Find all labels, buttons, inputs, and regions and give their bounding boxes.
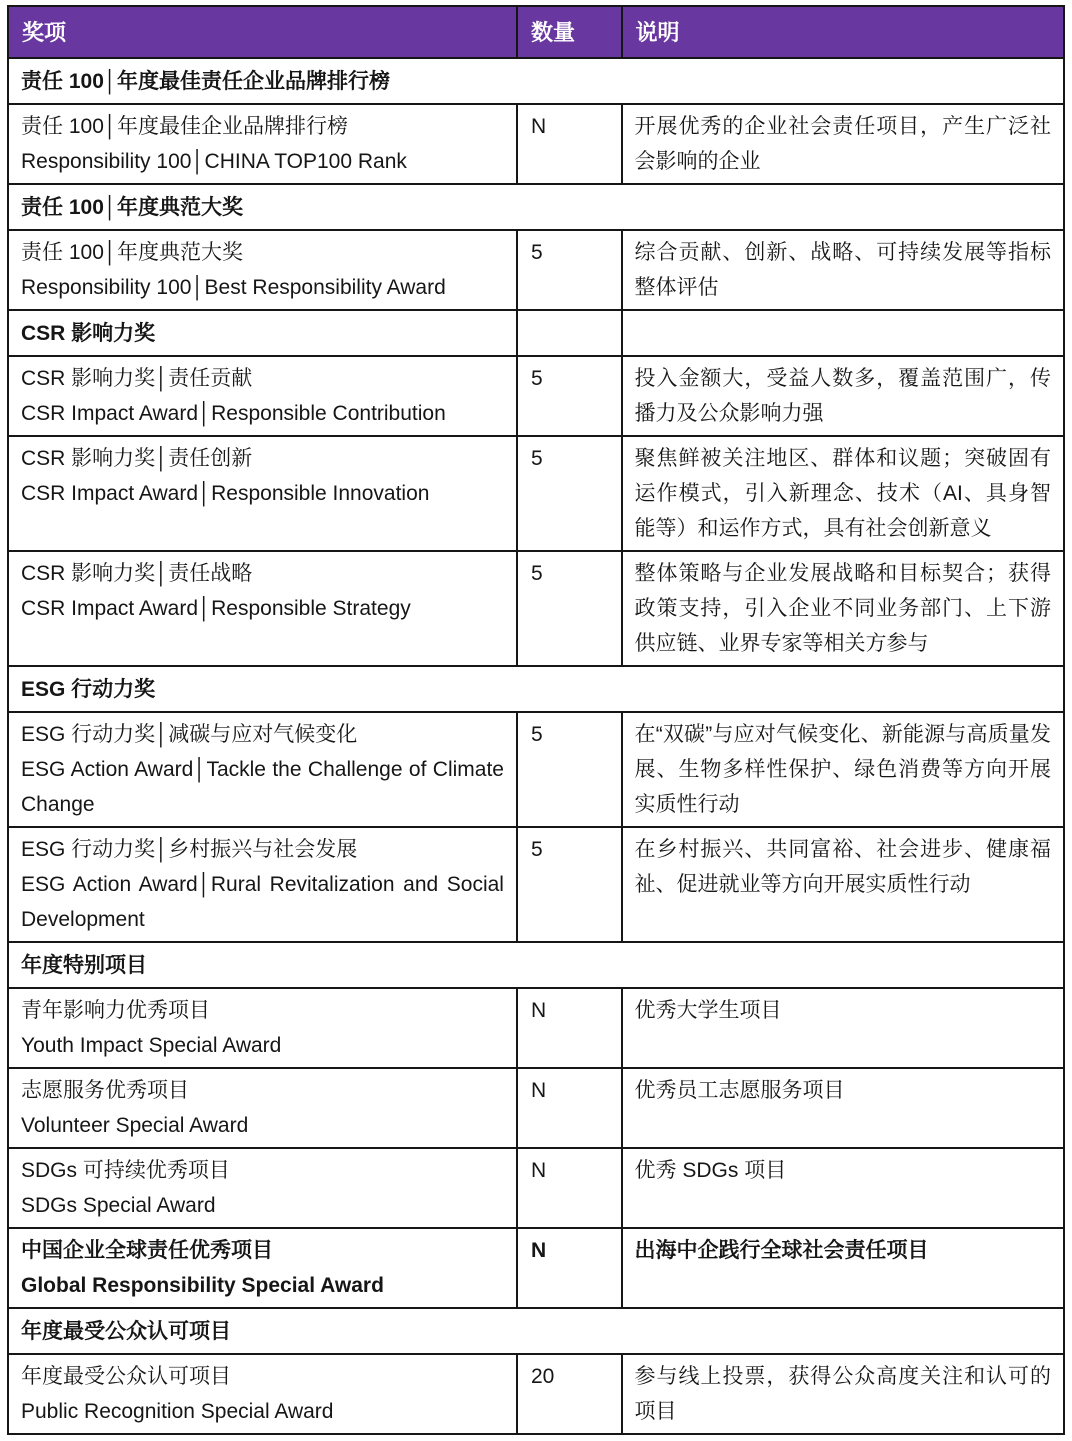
award-name-en: Public Recognition Special Award <box>21 1400 334 1423</box>
award-name-en: Global Responsibility Special Award <box>21 1274 384 1297</box>
award-row <box>8 356 1064 436</box>
award-description-cell: 优秀 SDGs 项目 <box>622 1148 1064 1228</box>
award-row <box>8 1228 1064 1308</box>
award-row <box>8 104 1064 184</box>
section-row <box>8 310 1064 356</box>
section-row <box>8 184 1064 230</box>
column-header-description: 说明 <box>622 6 1064 58</box>
award-name-zh: 中国企业全球责任优秀项目 <box>21 1239 273 1262</box>
award-quantity-cell: N <box>517 988 622 1068</box>
award-row <box>8 712 1064 827</box>
section-row <box>8 58 1064 104</box>
award-name-zh: ESG 行动力奖│乡村振兴与社会发展 <box>21 838 358 861</box>
section-title-cell: 责任 100│年度最佳责任企业品牌排行榜 <box>8 58 1064 104</box>
award-name-cell <box>8 1148 517 1228</box>
award-name-zh: SDGs 可持续优秀项目 <box>21 1159 230 1182</box>
award-name-en: CSR Impact Award│Responsible Innovation <box>21 482 430 505</box>
award-name-en: ESG Action Award│Tackle the Challenge of Climate Change <box>21 758 504 816</box>
award-row <box>8 551 1064 666</box>
award-name-zh: 青年影响力优秀项目 <box>21 999 210 1022</box>
award-row <box>8 1068 1064 1148</box>
header-row <box>8 6 1064 58</box>
column-header-award: 奖项 <box>8 6 517 58</box>
award-description-cell: 出海中企践行全球社会责任项目 <box>622 1228 1064 1308</box>
section-title-cell: ESG 行动力奖 <box>8 666 1064 712</box>
award-description-cell: 综合贡献、创新、战略、可持续发展等指标整体评估 <box>622 230 1064 310</box>
award-name-cell <box>8 1228 517 1308</box>
section-title-cell: CSR 影响力奖 <box>8 310 517 356</box>
section-row <box>8 666 1064 712</box>
empty-quantity-cell <box>517 310 622 356</box>
award-name-cell <box>8 436 517 551</box>
award-name-cell <box>8 712 517 827</box>
award-row <box>8 827 1064 942</box>
award-name-zh: 志愿服务优秀项目 <box>21 1079 189 1102</box>
award-description-cell: 整体策略与企业发展战略和目标契合；获得政策支持，引入企业不同业务部门、上下游供应链、业界专家等相关方参与 <box>622 551 1064 666</box>
award-quantity-cell: 5 <box>517 827 622 942</box>
award-row <box>8 988 1064 1068</box>
award-row <box>8 436 1064 551</box>
award-description-cell: 在乡村振兴、共同富裕、社会进步、健康福祉、促进就业等方向开展实质性行动 <box>622 827 1064 942</box>
award-name-cell <box>8 104 517 184</box>
award-quantity-cell: N <box>517 1068 622 1148</box>
award-quantity-cell: 5 <box>517 712 622 827</box>
award-description-cell: 优秀大学生项目 <box>622 988 1064 1068</box>
awards-table-header <box>8 6 1064 58</box>
award-name-zh: CSR 影响力奖│责任战略 <box>21 562 253 585</box>
award-quantity-cell: 5 <box>517 551 622 666</box>
award-name-en: Volunteer Special Award <box>21 1114 249 1137</box>
section-title-cell: 年度特别项目 <box>8 942 1064 988</box>
award-row <box>8 1354 1064 1434</box>
award-quantity-cell: 5 <box>517 436 622 551</box>
award-description-cell: 优秀员工志愿服务项目 <box>622 1068 1064 1148</box>
award-name-zh: CSR 影响力奖│责任创新 <box>21 447 253 470</box>
section-title-cell: 年度最受公众认可项目 <box>8 1308 1064 1354</box>
award-quantity-cell: 20 <box>517 1354 622 1434</box>
awards-table-body <box>8 58 1064 1434</box>
award-name-cell <box>8 827 517 942</box>
award-name-cell <box>8 1068 517 1148</box>
award-description-cell: 开展优秀的企业社会责任项目，产生广泛社会影响的企业 <box>622 104 1064 184</box>
award-quantity-cell: 5 <box>517 230 622 310</box>
empty-description-cell <box>622 310 1064 356</box>
section-title-cell: 责任 100│年度典范大奖 <box>8 184 1064 230</box>
award-name-en: SDGs Special Award <box>21 1194 216 1217</box>
award-quantity-cell: N <box>517 104 622 184</box>
award-row <box>8 230 1064 310</box>
award-name-en: Responsibility 100│Best Responsibility Award <box>21 276 446 299</box>
award-name-cell <box>8 1354 517 1434</box>
awards-table <box>7 5 1065 1435</box>
award-name-en: Youth Impact Special Award <box>21 1034 282 1057</box>
award-description-cell: 聚焦鲜被关注地区、群体和议题；突破固有运作模式，引入新理念、技术（AI、具身智能等）和运作方式，具有社会创新意义 <box>622 436 1064 551</box>
section-row <box>8 1308 1064 1354</box>
award-description-cell: 在“双碳”与应对气候变化、新能源与高质量发展、生物多样性保护、绿色消费等方向开展实质性行动 <box>622 712 1064 827</box>
award-name-zh: 年度最受公众认可项目 <box>21 1365 231 1388</box>
award-quantity-cell: N <box>517 1148 622 1228</box>
award-name-zh: CSR 影响力奖│责任贡献 <box>21 367 253 390</box>
award-name-en: ESG Action Award│Rural Revitalization and Social Development <box>21 873 504 931</box>
award-quantity-cell: N <box>517 1228 622 1308</box>
award-name-zh: 责任 100│年度典范大奖 <box>21 241 243 264</box>
award-name-cell <box>8 988 517 1068</box>
award-description-cell: 参与线上投票，获得公众高度关注和认可的项目 <box>622 1354 1064 1434</box>
award-row <box>8 1148 1064 1228</box>
award-quantity-cell: 5 <box>517 356 622 436</box>
section-row <box>8 942 1064 988</box>
award-name-zh: ESG 行动力奖│减碳与应对气候变化 <box>21 723 358 746</box>
award-name-zh: 责任 100│年度最佳企业品牌排行榜 <box>21 115 348 138</box>
award-name-cell <box>8 230 517 310</box>
award-name-en: CSR Impact Award│Responsible Contribution <box>21 402 446 425</box>
column-header-quantity: 数量 <box>517 6 622 58</box>
award-name-en: Responsibility 100│CHINA TOP100 Rank <box>21 150 407 173</box>
award-name-cell <box>8 356 517 436</box>
award-description-cell: 投入金额大，受益人数多，覆盖范围广，传播力及公众影响力强 <box>622 356 1064 436</box>
award-name-cell <box>8 551 517 666</box>
award-name-en: CSR Impact Award│Responsible Strategy <box>21 597 411 620</box>
